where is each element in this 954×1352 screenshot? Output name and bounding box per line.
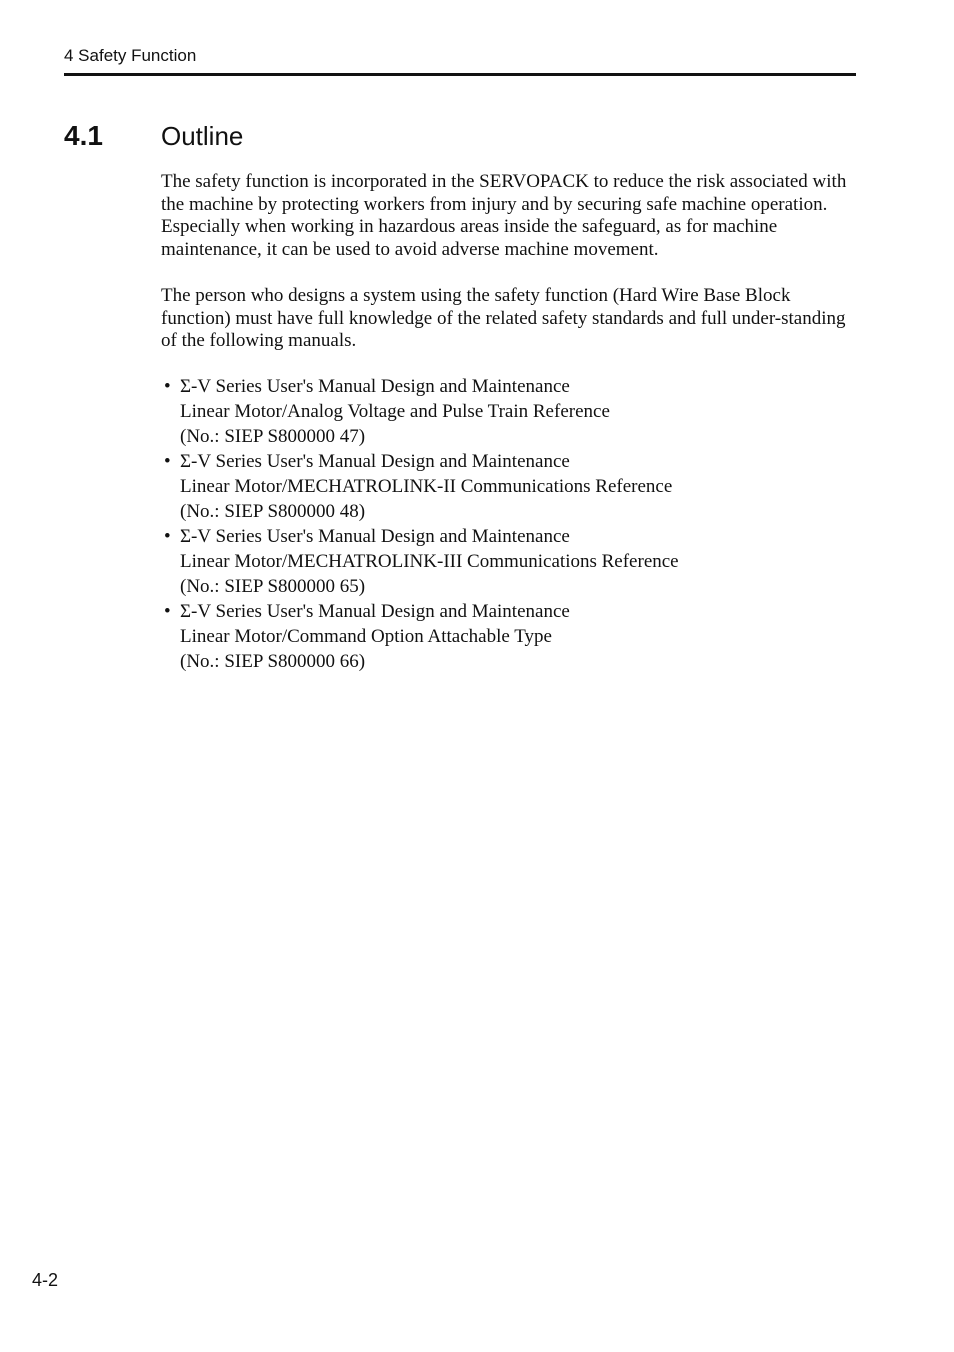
manual-series-title: Σ-V Series User's Manual Design and Maintenance bbox=[180, 526, 570, 547]
manual-subtitle: Linear Motor/MECHATROLINK-III Communications Reference bbox=[180, 551, 679, 572]
manual-series-title: Σ-V Series User's Manual Design and Maintenance bbox=[180, 451, 570, 472]
list-item bbox=[161, 449, 861, 524]
list-item bbox=[161, 524, 861, 599]
manual-list bbox=[161, 374, 861, 674]
intro-paragraph: The safety function is incorporated in the SERVOPACK to reduce the risk associated with the machine by protecting workers from injury and by securing safe machine operation. Especially when working in hazardous areas inside the safeguard, as for machine maintenance, it can be used to avoid adverse machine movement. bbox=[161, 171, 847, 261]
manual-number: (No.: SIEP S800000 65) bbox=[180, 576, 366, 597]
manual-subtitle: Linear Motor/Command Option Attachable Type bbox=[180, 626, 552, 647]
manual-series-title: Σ-V Series User's Manual Design and Maintenance bbox=[180, 376, 570, 397]
header-rule bbox=[64, 73, 856, 76]
manual-subtitle: Linear Motor/MECHATROLINK-II Communications Reference bbox=[180, 476, 673, 497]
manual-series-title: Σ-V Series User's Manual Design and Maintenance bbox=[180, 601, 570, 622]
manual-number: (No.: SIEP S800000 47) bbox=[180, 426, 366, 447]
bullet-icon: • bbox=[164, 526, 171, 547]
manual-number: (No.: SIEP S800000 48) bbox=[180, 501, 366, 522]
list-item bbox=[161, 374, 861, 449]
requirements-paragraph: The person who designs a system using the safety function (Hard Wire Base Block function) must have full knowledge of the related safety standards and full under-standing of the following manuals. bbox=[161, 285, 846, 352]
manual-subtitle: Linear Motor/Analog Voltage and Pulse Train Reference bbox=[180, 401, 610, 422]
bullet-icon: • bbox=[164, 376, 171, 397]
bullet-icon: • bbox=[164, 601, 171, 622]
bullet-icon: • bbox=[164, 451, 171, 472]
manual-number: (No.: SIEP S800000 66) bbox=[180, 651, 366, 672]
section-title: Outline bbox=[161, 121, 244, 151]
running-header: 4 Safety Function bbox=[64, 46, 197, 65]
section-number: 4.1 bbox=[64, 120, 103, 151]
page-number: 4-2 bbox=[32, 1270, 59, 1290]
list-item bbox=[161, 599, 861, 674]
